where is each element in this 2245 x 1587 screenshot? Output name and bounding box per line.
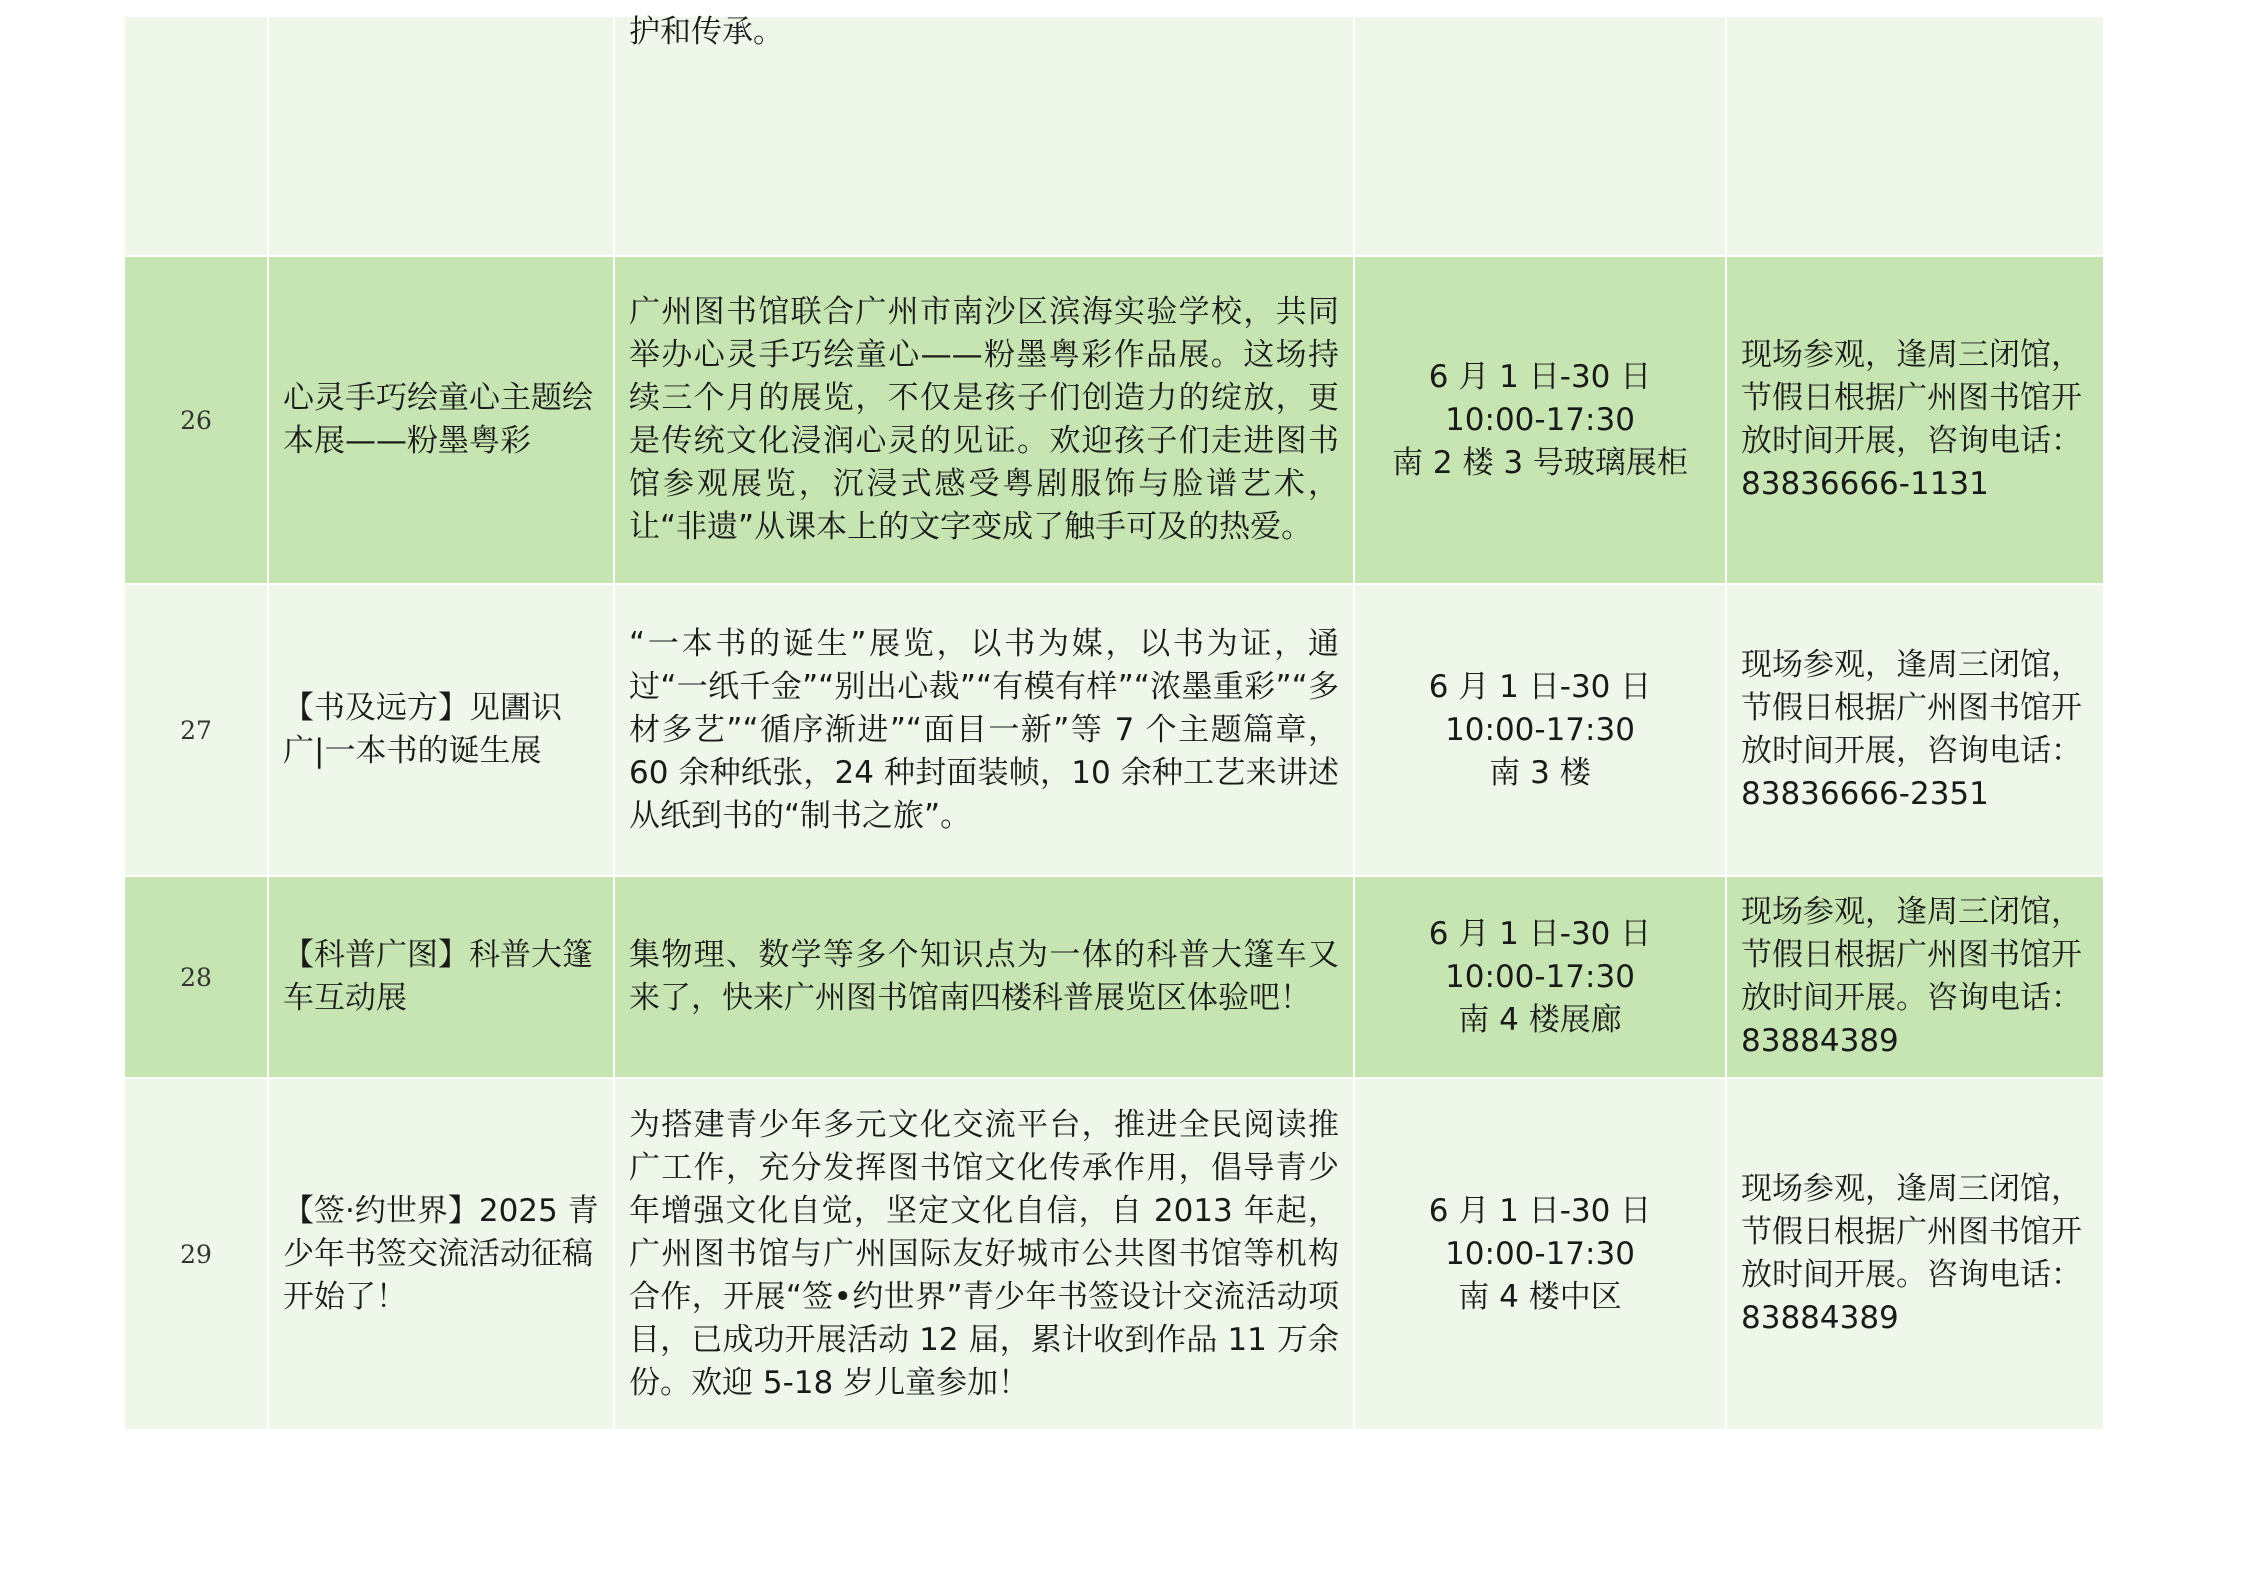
activity-hours: 10:00-17:30: [1445, 711, 1635, 748]
activity-description: 集物理、数学等多个知识点为一体的科普大篷车又来了，快来广州图书馆南四楼科普展览区体验吧！: [614, 876, 1354, 1078]
activity-title: 【签·约世界】2025 青少年书签交流活动征稿开始了！: [268, 1078, 614, 1430]
activity-note: [1726, 16, 2104, 256]
activity-description: 护和传承。: [614, 16, 1354, 256]
activity-hours: 10:00-17:30: [1445, 958, 1635, 995]
activity-date: 6 月 1 日-30 日: [1428, 358, 1652, 395]
table-row: [124, 16, 2104, 256]
activity-time-place: [1354, 256, 1726, 584]
activity-title: [268, 16, 614, 256]
activity-date: 6 月 1 日-30 日: [1428, 915, 1652, 952]
activity-note: 现场参观，逢周三闭馆，节假日根据广州图书馆开放时间开展。咨询电话：83884389: [1726, 876, 2104, 1078]
activity-date: 6 月 1 日-30 日: [1428, 668, 1652, 705]
activity-note: 现场参观，逢周三闭馆，节假日根据广州图书馆开放时间开展，咨询电话：83836666-2351: [1726, 584, 2104, 876]
activity-note: 现场参观，逢周三闭馆，节假日根据广州图书馆开放时间开展。咨询电话：83884389: [1726, 1078, 2104, 1430]
row-number: 26: [124, 256, 268, 584]
activity-time-place: [1354, 876, 1726, 1078]
table-row: [124, 584, 2104, 876]
events-table: [123, 15, 2105, 1431]
activity-location: 南 4 楼中区: [1458, 1278, 1622, 1315]
activity-hours: 10:00-17:30: [1445, 1235, 1635, 1272]
row-number: 27: [124, 584, 268, 876]
activity-title: 【书及远方】见圕识广|一本书的诞生展: [268, 584, 614, 876]
activity-description: “一本书的诞生”展览，以书为媒，以书为证，通过“一纸千金”“别出心裁”“有模有样”“浓墨重彩”“多材多艺”“循序渐进”“面目一新”等 7 个主题篇章，60 余种纸张，24 种封面装帧，10 余种工艺来讲述从纸到书的“制书之旅”。: [614, 584, 1354, 876]
activity-date: 6 月 1 日-30 日: [1428, 1192, 1652, 1229]
row-number: 29: [124, 1078, 268, 1430]
activity-title: 【科普广图】科普大篷车互动展: [268, 876, 614, 1078]
table-row: [124, 256, 2104, 584]
activity-title: 心灵手巧绘童心主题绘本展——粉墨粤彩: [268, 256, 614, 584]
activity-description: 广州图书馆联合广州市南沙区滨海实验学校，共同举办心灵手巧绘童心——粉墨粤彩作品展。这场持续三个月的展览，不仅是孩子们创造力的绽放，更是传统文化浸润心灵的见证。欢迎孩子们走进图书馆参观展览，沉浸式感受粤剧服饰与脸谱艺术，让“非遗”从课本上的文字变成了触手可及的热爱。: [614, 256, 1354, 584]
activity-time-place: [1354, 16, 1726, 256]
activity-note: 现场参观，逢周三闭馆，节假日根据广州图书馆开放时间开展，咨询电话：83836666-1131: [1726, 256, 2104, 584]
table-row: [124, 1078, 2104, 1430]
table-row: [124, 876, 2104, 1078]
activity-location: 南 4 楼展廊: [1458, 1001, 1622, 1038]
activity-time-place: [1354, 584, 1726, 876]
row-number: [124, 16, 268, 256]
activity-location: 南 2 楼 3 号玻璃展柜: [1392, 444, 1688, 481]
activity-location: 南 3 楼: [1489, 754, 1591, 791]
activity-description: 为搭建青少年多元文化交流平台，推进全民阅读推广工作，充分发挥图书馆文化传承作用，倡导青少年增强文化自觉，坚定文化自信，自 2013 年起，广州图书馆与广州国际友好城市公共图书馆等机构合作，开展“签•约世界”青少年书签设计交流活动项目，已成功开展活动 12 届，累计收到作品 11 万余份。欢迎 5-18 岁儿童参加！: [614, 1078, 1354, 1430]
activity-hours: 10:00-17:30: [1445, 401, 1635, 438]
row-number: 28: [124, 876, 268, 1078]
activity-time-place: [1354, 1078, 1726, 1430]
